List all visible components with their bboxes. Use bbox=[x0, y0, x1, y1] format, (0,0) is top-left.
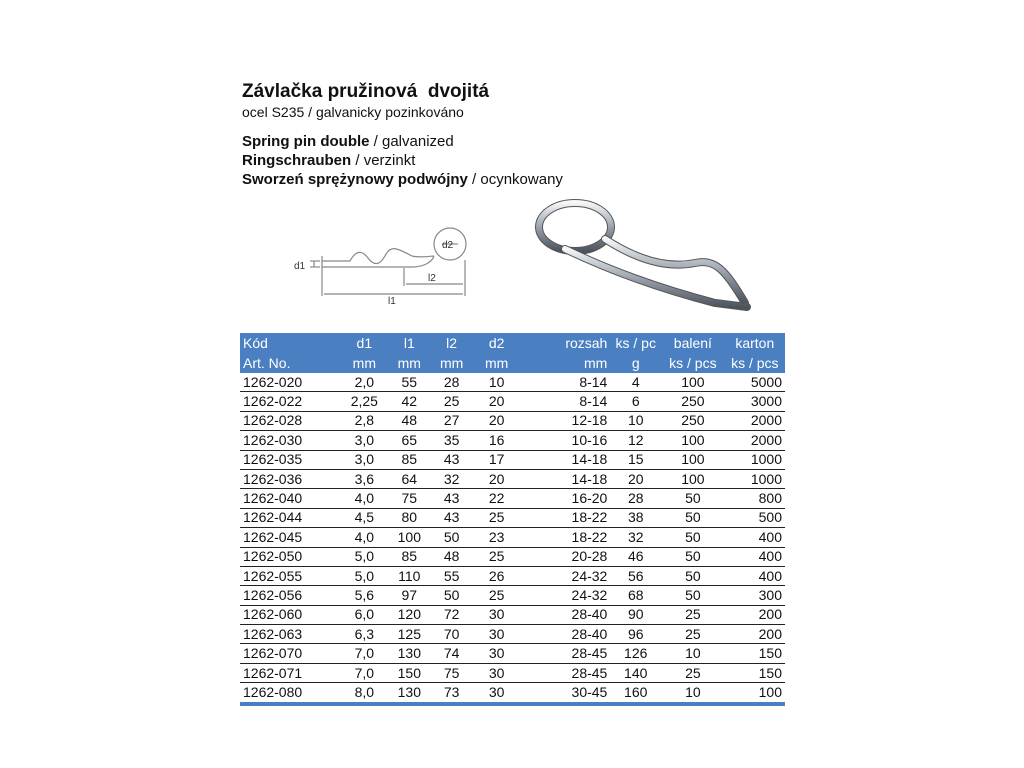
cell-range: 24-32 bbox=[520, 566, 610, 585]
translations bbox=[242, 132, 802, 189]
table-row bbox=[240, 528, 785, 547]
cell-l2: 75 bbox=[430, 663, 472, 682]
col-l1: l1 bbox=[403, 334, 415, 351]
cell-l1: 65 bbox=[388, 431, 430, 450]
cell-weight: 38 bbox=[610, 508, 661, 527]
cell-l1: 130 bbox=[388, 644, 430, 663]
translation-de: Ringschrauben / verzinkt bbox=[242, 152, 416, 169]
unit-l1: mm bbox=[397, 354, 421, 371]
cell-l1: 120 bbox=[388, 605, 430, 624]
cell-d1: 7,0 bbox=[341, 663, 389, 682]
cell-code: 1262-060 bbox=[240, 605, 341, 624]
cell-pack: 10 bbox=[661, 644, 724, 663]
cell-weight: 56 bbox=[610, 566, 661, 585]
cell-l2: 25 bbox=[430, 392, 472, 411]
cell-d1: 5,0 bbox=[341, 566, 389, 585]
cell-pack: 50 bbox=[661, 508, 724, 527]
cell-pack: 50 bbox=[661, 528, 724, 547]
cell-range: 16-20 bbox=[520, 489, 610, 508]
cell-range: 18-22 bbox=[520, 528, 610, 547]
table-row bbox=[240, 411, 785, 430]
material-subtitle: ocel S235 / galvanicky pozinkováno bbox=[242, 104, 464, 120]
table-row bbox=[240, 373, 785, 392]
cell-code: 1262-044 bbox=[240, 508, 341, 527]
cell-carton: 200 bbox=[725, 625, 785, 644]
cell-pack: 25 bbox=[661, 625, 724, 644]
cell-weight: 12 bbox=[610, 431, 661, 450]
cell-d2: 25 bbox=[473, 508, 521, 527]
cell-code: 1262-070 bbox=[240, 644, 341, 663]
cell-d2: 25 bbox=[473, 547, 521, 566]
cell-d2: 20 bbox=[473, 411, 521, 430]
cell-code: 1262-056 bbox=[240, 586, 341, 605]
cell-code: 1262-050 bbox=[240, 547, 341, 566]
cell-carton: 150 bbox=[725, 644, 785, 663]
table-row bbox=[240, 625, 785, 644]
table-row bbox=[240, 586, 785, 605]
cell-range: 28-40 bbox=[520, 625, 610, 644]
cell-l2: 27 bbox=[430, 411, 472, 430]
cell-d1: 2,25 bbox=[341, 392, 389, 411]
cell-l2: 35 bbox=[430, 431, 472, 450]
unit-range: mm bbox=[584, 354, 608, 371]
translation-en: Spring pin double / galvanized bbox=[242, 133, 454, 150]
cell-carton: 5000 bbox=[725, 373, 785, 392]
cell-weight: 32 bbox=[610, 528, 661, 547]
label-d1: d1 bbox=[294, 261, 306, 272]
cell-l1: 130 bbox=[388, 683, 430, 704]
cell-range: 8-14 bbox=[520, 373, 610, 392]
cell-l2: 48 bbox=[430, 547, 472, 566]
label-l1: l1 bbox=[388, 296, 396, 306]
table-row bbox=[240, 489, 785, 508]
cell-pack: 50 bbox=[661, 586, 724, 605]
cell-code: 1262-055 bbox=[240, 566, 341, 585]
cell-range: 12-18 bbox=[520, 411, 610, 430]
cell-d2: 25 bbox=[473, 586, 521, 605]
cell-d2: 30 bbox=[473, 663, 521, 682]
cell-carton: 200 bbox=[725, 605, 785, 624]
cell-d1: 6,0 bbox=[341, 605, 389, 624]
table-row bbox=[240, 508, 785, 527]
cell-d1: 4,0 bbox=[341, 528, 389, 547]
cell-code: 1262-071 bbox=[240, 663, 341, 682]
cell-d2: 23 bbox=[473, 528, 521, 547]
table-row bbox=[240, 469, 785, 488]
cell-d2: 30 bbox=[473, 625, 521, 644]
label-d2: d2 bbox=[442, 240, 454, 251]
cell-d1: 5,0 bbox=[341, 547, 389, 566]
cell-l2: 32 bbox=[430, 469, 472, 488]
cell-d2: 30 bbox=[473, 644, 521, 663]
cell-weight: 15 bbox=[610, 450, 661, 469]
table-row bbox=[240, 605, 785, 624]
cell-d2: 20 bbox=[473, 469, 521, 488]
cell-d2: 16 bbox=[473, 431, 521, 450]
cell-carton: 400 bbox=[725, 566, 785, 585]
translation-pl: Sworzeń sprężynowy podwójny / ocynkowany bbox=[242, 171, 563, 188]
table-row bbox=[240, 683, 785, 704]
cell-d1: 3,6 bbox=[341, 469, 389, 488]
cell-carton: 300 bbox=[725, 586, 785, 605]
cell-code: 1262-022 bbox=[240, 392, 341, 411]
unit-d2: mm bbox=[484, 354, 509, 371]
table-row bbox=[240, 644, 785, 663]
unit-pack: ks / pcs bbox=[669, 354, 717, 371]
cell-carton: 500 bbox=[725, 508, 785, 527]
cell-code: 1262-028 bbox=[240, 411, 341, 430]
col-code: Kód bbox=[243, 334, 268, 351]
page-title: Závlačka pružinová dvojitá bbox=[242, 81, 490, 102]
cell-d1: 3,0 bbox=[341, 450, 389, 469]
cell-pack: 10 bbox=[661, 683, 724, 704]
col-range: rozsah bbox=[565, 334, 608, 351]
cell-pack: 25 bbox=[661, 663, 724, 682]
cell-l1: 64 bbox=[388, 469, 430, 488]
cell-l1: 55 bbox=[388, 373, 430, 392]
cell-carton: 800 bbox=[725, 489, 785, 508]
cell-range: 28-45 bbox=[520, 644, 610, 663]
table-row bbox=[240, 392, 785, 411]
cell-weight: 68 bbox=[610, 586, 661, 605]
cell-code: 1262-063 bbox=[240, 625, 341, 644]
cell-d2: 30 bbox=[473, 683, 521, 704]
cell-range: 18-22 bbox=[520, 508, 610, 527]
table-header bbox=[240, 333, 785, 373]
cell-range: 14-18 bbox=[520, 469, 610, 488]
cell-l1: 125 bbox=[388, 625, 430, 644]
cell-pack: 100 bbox=[661, 469, 724, 488]
cell-code: 1262-045 bbox=[240, 528, 341, 547]
cell-range: 20-28 bbox=[520, 547, 610, 566]
label-l2: l2 bbox=[428, 273, 436, 284]
cell-carton: 100 bbox=[725, 683, 785, 704]
cell-l1: 150 bbox=[388, 663, 430, 682]
cell-pack: 25 bbox=[661, 605, 724, 624]
cell-d2: 30 bbox=[473, 605, 521, 624]
cell-code: 1262-080 bbox=[240, 683, 341, 704]
col-d1: d1 bbox=[356, 334, 373, 351]
cell-d1: 8,0 bbox=[341, 683, 389, 704]
table-body bbox=[240, 373, 785, 704]
cell-pack: 100 bbox=[661, 373, 724, 392]
cell-carton: 1000 bbox=[725, 469, 785, 488]
cell-carton: 400 bbox=[725, 528, 785, 547]
cell-weight: 126 bbox=[610, 644, 661, 663]
col-carton: karton bbox=[735, 334, 775, 351]
cell-carton: 3000 bbox=[725, 392, 785, 411]
table-row bbox=[240, 431, 785, 450]
cell-d1: 4,5 bbox=[341, 508, 389, 527]
cell-l2: 28 bbox=[430, 373, 472, 392]
cell-pack: 100 bbox=[661, 431, 724, 450]
cell-range: 8-14 bbox=[520, 392, 610, 411]
cell-l2: 43 bbox=[430, 508, 472, 527]
cell-range: 24-32 bbox=[520, 586, 610, 605]
col-l2: l2 bbox=[446, 334, 458, 351]
cell-d1: 4,0 bbox=[341, 489, 389, 508]
cell-range: 30-45 bbox=[520, 683, 610, 704]
cell-range: 28-40 bbox=[520, 605, 610, 624]
cell-pack: 50 bbox=[661, 547, 724, 566]
cell-l2: 50 bbox=[430, 586, 472, 605]
cell-code: 1262-035 bbox=[240, 450, 341, 469]
cell-carton: 2000 bbox=[725, 431, 785, 450]
cell-l1: 85 bbox=[388, 450, 430, 469]
cell-d1: 7,0 bbox=[341, 644, 389, 663]
cell-d2: 26 bbox=[473, 566, 521, 585]
unit-carton: ks / pcs bbox=[731, 354, 779, 371]
cell-range: 14-18 bbox=[520, 450, 610, 469]
cell-carton: 1000 bbox=[725, 450, 785, 469]
cell-l1: 48 bbox=[388, 411, 430, 430]
cell-weight: 160 bbox=[610, 683, 661, 704]
unit-l2: mm bbox=[439, 354, 464, 371]
cell-d2: 22 bbox=[473, 489, 521, 508]
table-row bbox=[240, 547, 785, 566]
unit-d1: mm bbox=[352, 354, 376, 371]
cell-l2: 70 bbox=[430, 625, 472, 644]
cell-weight: 46 bbox=[610, 547, 661, 566]
cell-weight: 6 bbox=[610, 392, 661, 411]
cell-l1: 42 bbox=[388, 392, 430, 411]
cell-l2: 74 bbox=[430, 644, 472, 663]
table-row bbox=[240, 663, 785, 682]
cell-l2: 43 bbox=[430, 489, 472, 508]
cell-carton: 400 bbox=[725, 547, 785, 566]
cell-d2: 17 bbox=[473, 450, 521, 469]
cell-d1: 2,0 bbox=[341, 373, 389, 392]
cell-range: 28-45 bbox=[520, 663, 610, 682]
cell-code: 1262-030 bbox=[240, 431, 341, 450]
cell-d1: 3,0 bbox=[341, 431, 389, 450]
cell-l1: 97 bbox=[388, 586, 430, 605]
cell-l2: 72 bbox=[430, 605, 472, 624]
cell-d1: 6,3 bbox=[341, 625, 389, 644]
col-d2: d2 bbox=[488, 334, 505, 351]
cell-l1: 85 bbox=[388, 547, 430, 566]
cell-l2: 43 bbox=[430, 450, 472, 469]
header-row bbox=[240, 333, 785, 353]
cell-d2: 10 bbox=[473, 373, 521, 392]
cell-l2: 55 bbox=[430, 566, 472, 585]
cell-l2: 73 bbox=[430, 683, 472, 704]
col-pack: balení bbox=[673, 334, 712, 351]
cell-code: 1262-020 bbox=[240, 373, 341, 392]
cell-d1: 2,8 bbox=[341, 411, 389, 430]
cell-weight: 4 bbox=[610, 373, 661, 392]
product-table bbox=[240, 333, 785, 706]
cell-weight: 140 bbox=[610, 663, 661, 682]
cell-weight: 90 bbox=[610, 605, 661, 624]
cell-d2: 20 bbox=[473, 392, 521, 411]
cell-carton: 150 bbox=[725, 663, 785, 682]
cell-d1: 5,6 bbox=[341, 586, 389, 605]
cell-pack: 250 bbox=[661, 411, 724, 430]
cell-l1: 75 bbox=[388, 489, 430, 508]
unit-weight: g bbox=[631, 354, 640, 371]
cell-l1: 80 bbox=[388, 508, 430, 527]
cell-weight: 10 bbox=[610, 411, 661, 430]
cell-l1: 100 bbox=[388, 528, 430, 547]
cell-weight: 20 bbox=[610, 469, 661, 488]
product-heading bbox=[242, 80, 802, 189]
cell-carton: 2000 bbox=[725, 411, 785, 430]
cell-pack: 100 bbox=[661, 450, 724, 469]
cell-pack: 50 bbox=[661, 566, 724, 585]
cell-pack: 50 bbox=[661, 489, 724, 508]
header-units-row bbox=[240, 353, 785, 373]
cell-weight: 28 bbox=[610, 489, 661, 508]
cell-l2: 50 bbox=[430, 528, 472, 547]
col-weight: ks / pc bbox=[615, 334, 656, 351]
cell-weight: 96 bbox=[610, 625, 661, 644]
table-row bbox=[240, 566, 785, 585]
cell-range: 10-16 bbox=[520, 431, 610, 450]
product-image bbox=[525, 195, 755, 320]
dimension-diagram bbox=[292, 226, 482, 306]
cell-code: 1262-040 bbox=[240, 489, 341, 508]
unit-code: Art. No. bbox=[243, 354, 291, 371]
cell-pack: 250 bbox=[661, 392, 724, 411]
cell-code: 1262-036 bbox=[240, 469, 341, 488]
table-row bbox=[240, 450, 785, 469]
cell-l1: 110 bbox=[388, 566, 430, 585]
